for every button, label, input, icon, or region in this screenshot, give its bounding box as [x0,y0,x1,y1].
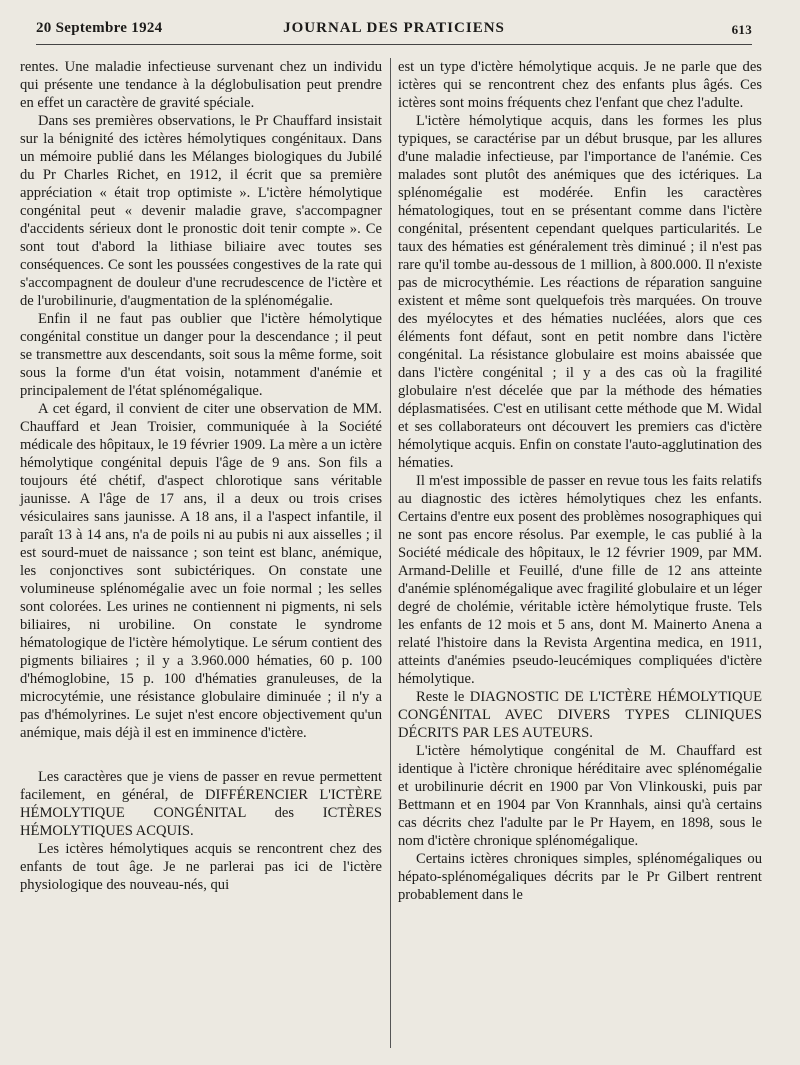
page-header [36,20,752,45]
paragraph-descendance: Enfin il ne faut pas oublier que l'ictère hémolytique congénital constitue un danger pour la descendance ; il peut se transmettre aux descendants, soit sous la même forme, soit sous la forme d'un état voisin, notamment d'anémie et principalement de l'état splénomégalique. [20,311,382,399]
issue-date: 20 Septembre 1924 [36,20,163,36]
paragraph-acquired-features: L'ictère hémolytique acquis, dans les formes les plus typiques, se caractérise par un début brusque, par les allures d'une maladie infectieuse, par l'importance de l'anémie. Ces malades sont plutôt des anémiques que des ictériques. La splénomégalie est modérée. Enfin les caractères hématologiques, tout en se présentant comme dans l'ictère congénital, présentent cependant quelques particularités. Le taux des hématies est généralement très diminué ; il n'est pas rare qu'il tombe au-dessous de 1 million, à 800.000. Il n'existe pas de microcythémie. Les réactions de réparation sanguine existent et même sont quelquefois très marquées. On trouve des myélocytes et des hématies nucléées, alors que ces éléments font défaut, sont en petit nombre dans l'ictère congénital. La résistance globulaire est moins abaissée que dans l'ictère congénital ; il y a des cas où la fragilité globulaire n'est décelée que par la méthode des hématies déplasmatisées. C'est en utilisant cette méthode que M. Widal et ses collaborateurs ont découvert les premiers cas d'ictère hémolytique acquis. Enfin on constate l'auto-agglutination des hématies. [398,113,762,471]
page-number: 613 [731,22,752,37]
paragraph-acquired-icterus: Les ictères hémolytiques acquis se rencontrent chez des enfants de tout âge. Je ne parlerai pas ici de l'ictère physiologique des nouveau-nés, qui [20,841,382,893]
paragraph-clinical-types-heading: Reste le DIAGNOSTIC DE L'ICTÈRE HÉMOLYTIQUE CONGÉNITAL AVEC DIVERS TYPES CLINIQUES DÉCRITS PAR LES AUTEURS. [398,689,762,741]
column-divider [390,58,391,1048]
paragraph-diagnosis-review: Il m'est impossible de passer en revue tous les faits relatifs au diagnostic des ictères hémolytiques chez les enfants. Certains d'entre eux posent des problèmes nosographiques qui ne sont pas encore résolus. Par exemple, le cas publié à la Société médicale des hôpitaux, le 12 février 1909, par MM. Armand-Delille et Feuillé, d'une fille de 12 ans atteinte d'anémie splénomégalique avec fragilité globulaire et un léger degré de cholémie, véritable ictère hémolytique fruste. Tels les enfants de 12 mois et 5 ans, dont M. Mainerto Anena a relaté l'histoire dans la Revista Argentina medica, en 1911, atteints d'anémies pseudo-leucémiques compliquées d'ictère hémolytique. [398,473,762,687]
section-gap [20,742,382,768]
paragraph-case-observation: A cet égard, il convient de citer une observation de MM. Chauffard et Jean Troisier, communiquée à la Société médicale des hôpitaux, le 19 février 1909. La mère a un ictère hémolytique congénital depuis l'âge de 9 ans. Son fils a toujours été chétif, d'aspect chlorotique sans véritable jaunisse. A l'âge de 17 ans, il a deux ou trois crises vésiculaires sans jaunisse. A 18 ans, il a l'aspect infantile, il paraît 13 à 14 ans, n'a de poils ni au pubis ni aux aisselles ; il est sourd-muet de naissance ; son teint est blanc, anémique, les conjonctives sont subictériques. On constate une volumineuse splénomégalie avec un foie normal ; les selles sont colorées. Les urines ne contiennent ni pigments, ni sels biliaires, ni urobiline. On constate le syndrome hématologique de l'ictère hémolytique. Le sérum contient des pigments biliaires ; il y a 3.960.000 hématies, 60 p. 100 d'hémoglobine, 15 p. 100 d'hématies granuleuses, de la microcytémie, une résistance globulaire diminuée ; il n'y a pas d'hémolyrines. Le sujet n'est encore objectivement qu'un anémique, mais déjà il est en imminence d'ictère. [20,401,382,741]
right-column [398,58,762,904]
journal-title: JOURNAL DES PRATICIENS [283,20,505,36]
paragraph-chronic-hereditary: L'ictère hémolytique congénital de M. Chauffard est identique à l'ictère chronique héréditaire avec splénomégalie et urobilinurie décrit en 1900 par Von Vlinkouski, puis par Bettmann et en 1904 par Von Krannhals, ainsi qu'à certains cas décrits chez l'adulte par le Pr Hayem, en 1898, sous le nom d'ictère chronique splénomégalique. [398,743,762,849]
paragraph-differential-heading: Les caractères que je viens de passer en revue permettent facilement, en général, de DIFFÉRENCIER L'ICTÈRE HÉMOLYTIQUE CONGÉNITAL des ICTÈRES HÉMOLYTIQUES ACQUIS. [20,769,382,839]
paragraph-continuation: rentes. Une maladie infectieuse survenant chez un individu qui présente une tendance à la déglobulisation peut prendre en effet un caractère de gravité spéciale. [20,59,382,111]
left-column [20,58,382,894]
paragraph-chauffard-observations: Dans ses premières observations, le Pr Chauffard insistait sur la bénignité des ictères hémolytiques congénitaux. Dans un mémoire publié dans les Mélanges biologiques du Jubilé du Pr Charles Richet, en 1912, il écrit que sa première appréciation « était trop optimiste ». L'ictère hémolytique congénital peut « devenir maladie grave, s'accompagner d'accidents sérieux dont le pronostic doit tenir compte ». Ce sont tout d'abord la lithiase biliaire avec toutes ses conséquences. Ce sont les poussées congestives de la rate qui s'accompagnent de douleur d'une recrudescence de l'ictère et de l'urobilinurie, d'augmentation de la splénomégalie. [20,113,382,309]
paragraph-continuation-right: est un type d'ictère hémolytique acquis. Je ne parle que des ictères qui se rencontrent chez des enfants plus âgés. Ces ictères sont moins fréquents chez l'enfant que chez l'adulte. [398,59,762,111]
paragraph-gilbert: Certains ictères chroniques simples, splénomégaliques ou hépato-splénomégaliques décrits par le Pr Gilbert rentrent probablement dans le [398,851,762,903]
